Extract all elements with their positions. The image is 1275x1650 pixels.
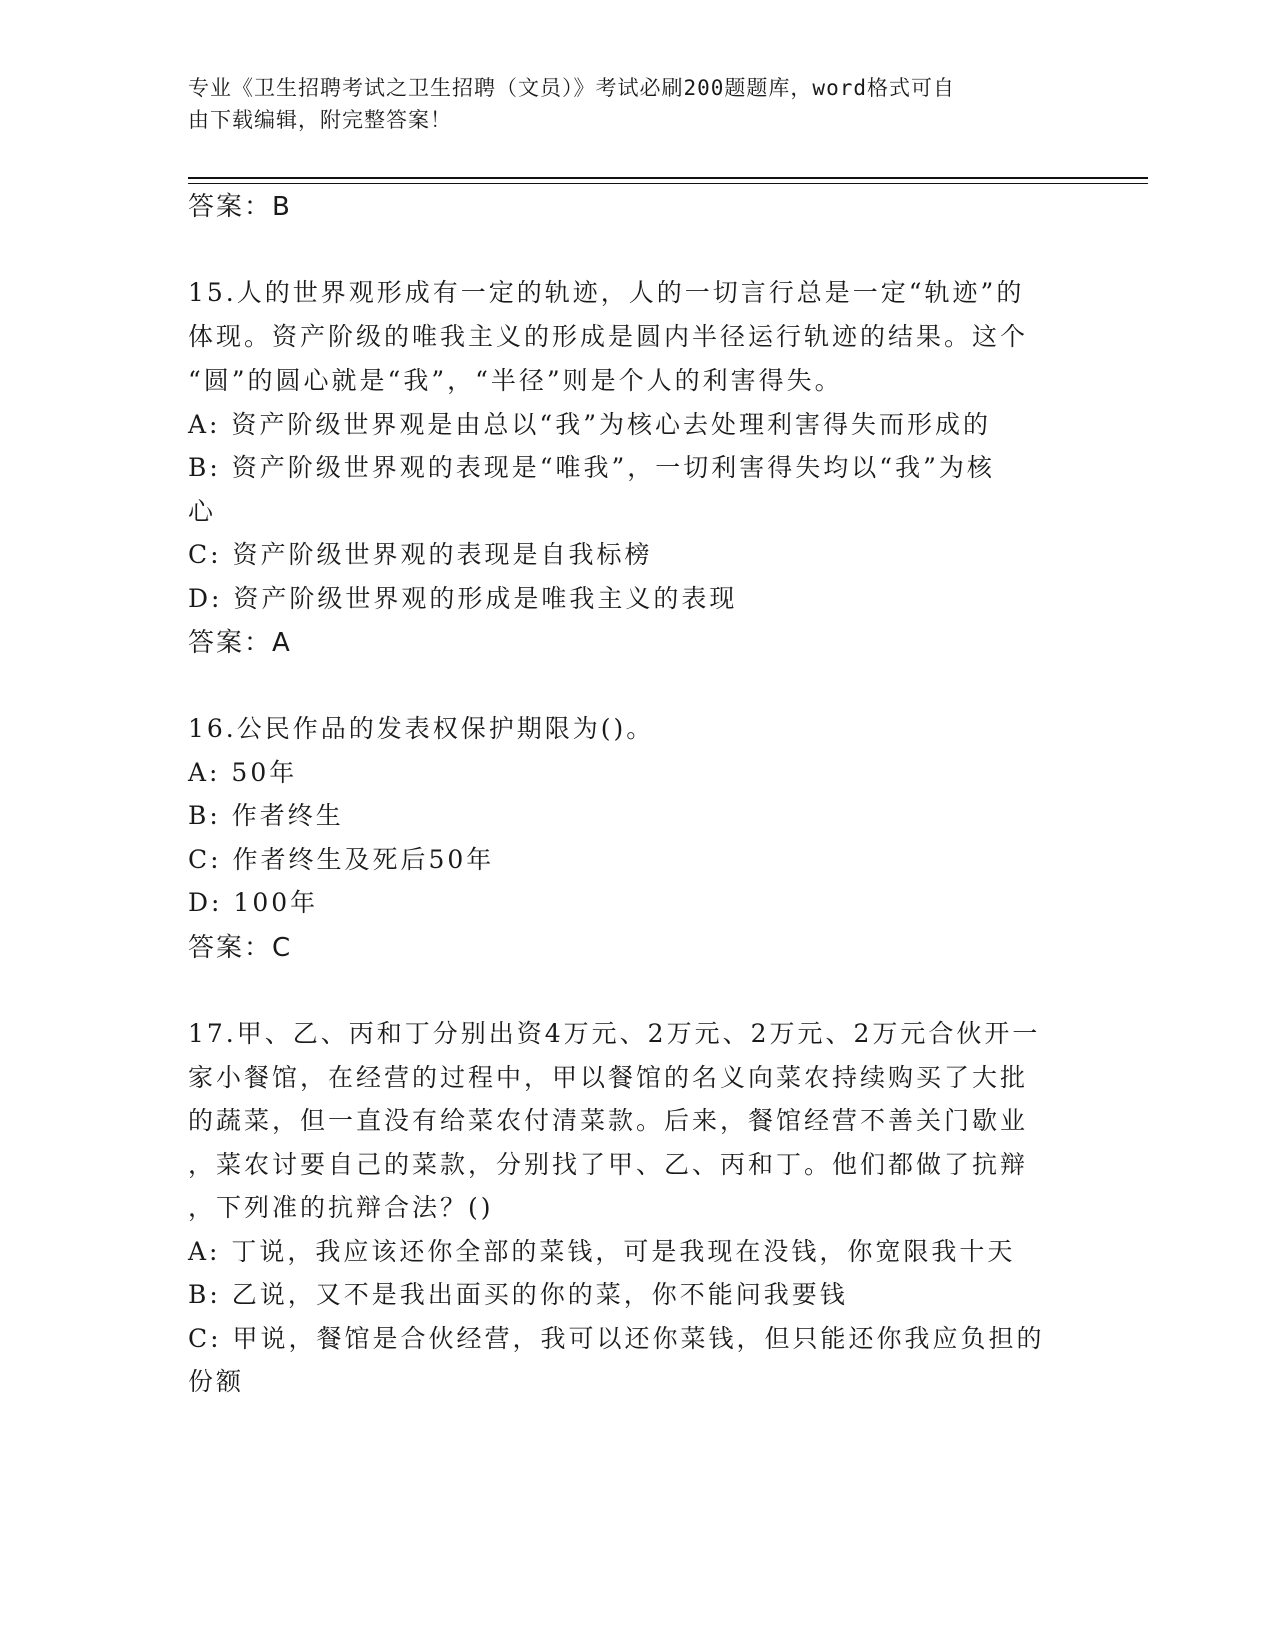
q15-option-d: D: 资产阶级世界观的形成是唯我主义的表现	[188, 584, 738, 613]
q16-stem: 16.公民作品的发表权保护期限为()。	[188, 714, 655, 743]
q17-stem-line-1: 17.甲、乙、丙和丁分别出资4万元、2万元、2万元、2万元合伙开一	[188, 1019, 1041, 1048]
header-rule-thin	[188, 183, 1148, 184]
q17-stem-line-3: 的蔬菜，但一直没有给菜农付清菜款。后来，餐馆经营不善关门歇业	[188, 1106, 1029, 1135]
q16-option-a: A: 50年	[188, 758, 298, 787]
q15-stem-line-2: 体现。资产阶级的唯我主义的形成是圆内半径运行轨迹的结果。这个	[188, 322, 1029, 351]
q16-answer: 答案：C	[188, 933, 293, 963]
q15-option-b-line-2: 心	[188, 497, 217, 526]
q15-stem-line-3: “圆”的圆心就是“我”，“半径”则是个人的利害得失。	[188, 366, 843, 395]
q16-option-c: C: 作者终生及死后50年	[188, 845, 495, 874]
answer-14: 答案：B	[188, 192, 292, 222]
document-header	[188, 72, 1068, 136]
q17-stem-line-5: ，下列准的抗辩合法？()	[188, 1193, 494, 1222]
header-line-2: 由下载编辑，附完整答案！	[188, 108, 452, 132]
q17-option-c-line-2: 份额	[188, 1367, 245, 1396]
q15-answer: 答案：A	[188, 628, 292, 658]
q15-option-c: C: 资产阶级世界观的表现是自我标榜	[188, 540, 653, 569]
q15-option-a: A: 资产阶级世界观是由总以“我”为核心去处理利害得失而形成的	[188, 410, 991, 439]
q17-option-a: A: 丁说，我应该还你全部的菜钱，可是我现在没钱，你宽限我十天	[188, 1237, 1016, 1266]
q15-option-b-line-1: B: 资产阶级世界观的表现是“唯我”，一切利害得失均以“我”为核	[188, 453, 995, 482]
header-rule-thick	[188, 177, 1148, 179]
header-line-1: 专业《卫生招聘考试之卫生招聘（文员）》考试必刷200题题库，word格式可自	[188, 76, 955, 100]
q17-stem-line-4: ，菜农讨要自己的菜款，分别找了甲、乙、丙和丁。他们都做了抗辩	[188, 1150, 1029, 1179]
q17-option-c-line-1: C: 甲说，餐馆是合伙经营，我可以还你菜钱，但只能还你我应负担的	[188, 1324, 1045, 1353]
q17-option-b: B: 乙说，又不是我出面买的你的菜，你不能问我要钱	[188, 1280, 848, 1309]
q16-option-b: B: 作者终生	[188, 801, 344, 830]
q17-stem-line-2: 家小餐馆，在经营的过程中，甲以餐馆的名义向菜农持续购买了大批	[188, 1063, 1029, 1092]
q16-option-d: D: 100年	[188, 888, 319, 917]
q15-stem-line-1: 15.人的世界观形成有一定的轨迹，人的一切言行总是一定“轨迹”的	[188, 278, 1025, 307]
